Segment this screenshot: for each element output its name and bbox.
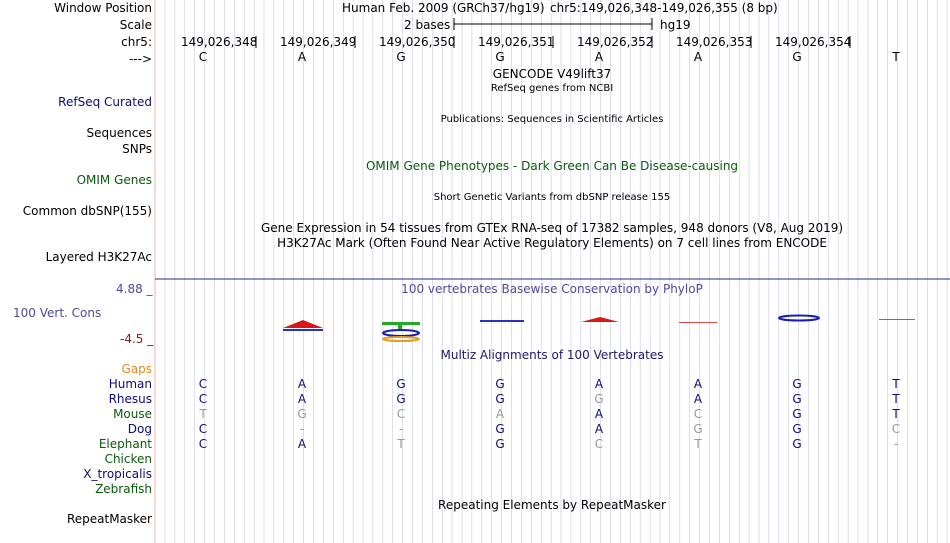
alignment-base: A [693, 392, 703, 406]
window-position-label: Window Position [54, 1, 152, 15]
publications-title: Publications: Sequences in Scientific Articles [440, 114, 664, 125]
ruler-base: G [495, 50, 505, 64]
ruler-position: 149,026,351 [478, 35, 555, 49]
alignment-base: C [198, 422, 208, 436]
h3k27ac-title: H3K27Ac Mark (Often Found Near Active Regulatory Elements) on 7 cell lines from ENCODE [277, 236, 827, 250]
alignment-base: A [495, 407, 505, 421]
ruler-position: 149,026,354 [775, 35, 852, 49]
alignment-base: C [198, 377, 208, 391]
alignment-base: G [792, 407, 802, 421]
cons-logo-g2 [480, 320, 524, 322]
species-label[interactable]: Mouse [113, 407, 152, 421]
alignment-base: - [398, 422, 404, 436]
alignment-base: T [199, 407, 207, 421]
cons-logo-g [383, 330, 419, 336]
ruler-base: A [297, 50, 307, 64]
alignment-base: G [792, 422, 802, 436]
omim-title: OMIM Gene Phenotypes - Dark Green Can Be Disease-causing [365, 159, 739, 173]
cons-logo-a [283, 320, 323, 328]
species-label[interactable]: Rhesus [108, 392, 152, 406]
cons-logo-t-stem [398, 322, 402, 330]
alignment-base: G [792, 437, 802, 451]
ruler-base: A [693, 50, 703, 64]
position-readout: chr5:149,026,348-149,026,355 (8 bp) [550, 1, 778, 15]
alignment-base: T [892, 377, 900, 391]
ruler-base: A [594, 50, 604, 64]
alignment-base: C [891, 422, 901, 436]
ruler-position: 149,026,349 [280, 35, 357, 49]
ruler-base: G [792, 50, 802, 64]
alignment-base: T [892, 407, 900, 421]
gtex-title: Gene Expression in 54 tissues from GTEx RNA-seq of 17382 samples, 948 donors (V8, Aug 2019) [260, 221, 844, 235]
alignment-base: G [495, 377, 505, 391]
cons-max-label: 4.88 _ [116, 282, 153, 296]
omim-genes-label[interactable]: OMIM Genes [76, 173, 152, 187]
species-label[interactable]: X_tropicalis [83, 467, 152, 481]
scale-text: 2 bases [404, 18, 451, 32]
vert-cons-label[interactable]: 100 Vert. Cons [13, 306, 102, 320]
alignment-base: - [893, 437, 899, 451]
alignment-base: T [694, 437, 702, 451]
species-label[interactable]: Dog [127, 422, 152, 436]
cons-logo-t2 [879, 319, 915, 320]
dbsnp-title: Short Genetic Variants from dbSNP release 155 [433, 192, 671, 203]
alignment-base: G [693, 422, 703, 436]
alignment-base: G [495, 422, 505, 436]
multiz-title: Multiz Alignments of 100 Vertebrates [440, 348, 664, 362]
alignment-base: G [495, 437, 505, 451]
chrom-label: chr5: [121, 35, 152, 49]
alignment-base: C [198, 437, 208, 451]
cons-logo-g3 [779, 316, 819, 321]
alignment-base: A [594, 377, 604, 391]
ruler-base: T [892, 50, 900, 64]
snps-label[interactable]: SNPs [122, 142, 152, 156]
alignment-base: T [397, 437, 405, 451]
db-label: hg19 [660, 18, 691, 32]
phylop-title: 100 vertebrates Basewise Conservation by PhyloP [401, 282, 703, 296]
cons-logo-bar [283, 329, 323, 331]
cons-logo-a3 [679, 322, 717, 323]
cons-min-label: -4.5 _ [120, 332, 154, 346]
strand-label: ---> [128, 52, 152, 66]
alignment-base: A [297, 392, 307, 406]
alignment-base: G [792, 377, 802, 391]
alignment-base: - [299, 422, 305, 436]
alignment-base: G [792, 392, 802, 406]
alignment-base: C [594, 437, 604, 451]
alignment-base: C [693, 407, 703, 421]
alignment-base: C [198, 392, 208, 406]
alignment-base: G [297, 407, 307, 421]
sequences-label[interactable]: Sequences [86, 126, 152, 140]
alignment-base: G [396, 377, 406, 391]
alignment-base: T [892, 392, 900, 406]
alignment-base: A [297, 437, 307, 451]
alignment-base: A [297, 377, 307, 391]
layered-h3k27ac-label[interactable]: Layered H3K27Ac [45, 250, 152, 264]
species-label[interactable]: Human [108, 377, 152, 391]
alignment-base: G [594, 392, 604, 406]
ruler-position: 149,026,348 [181, 35, 258, 49]
scale-label: Scale [119, 18, 152, 32]
assembly-title: Human Feb. 2009 (GRCh37/hg19) [342, 1, 545, 15]
ruler-base: G [396, 50, 406, 64]
alignment-base: A [594, 422, 604, 436]
ruler-base: C [198, 50, 208, 64]
refseq-curated-label[interactable]: RefSeq Curated [58, 95, 152, 109]
ruler-position: 149,026,352 [577, 35, 654, 49]
species-label[interactable]: Chicken [104, 452, 152, 466]
repeatmasker-title: Repeating Elements by RepeatMasker [438, 498, 666, 512]
gencode-title: GENCODE V49lift37 [492, 67, 612, 81]
repeatmasker-label[interactable]: RepeatMasker [66, 512, 152, 526]
alignment-base: A [693, 377, 703, 391]
gaps-label[interactable]: Gaps [121, 362, 152, 376]
ruler-position: 149,026,353 [676, 35, 753, 49]
refseq-subtitle: RefSeq genes from NCBI [490, 83, 614, 94]
alignment-base: G [396, 392, 406, 406]
ruler-position: 149,026,350 [379, 35, 456, 49]
cons-logo-a2 [581, 317, 619, 322]
cons-logo-c [383, 337, 419, 341]
species-label[interactable]: Elephant [98, 437, 152, 451]
species-label[interactable]: Zebrafish [95, 482, 152, 496]
common-dbsnp-label[interactable]: Common dbSNP(155) [22, 204, 152, 218]
alignment-base: G [495, 392, 505, 406]
alignment-base: A [594, 407, 604, 421]
alignment-base: C [396, 407, 406, 421]
